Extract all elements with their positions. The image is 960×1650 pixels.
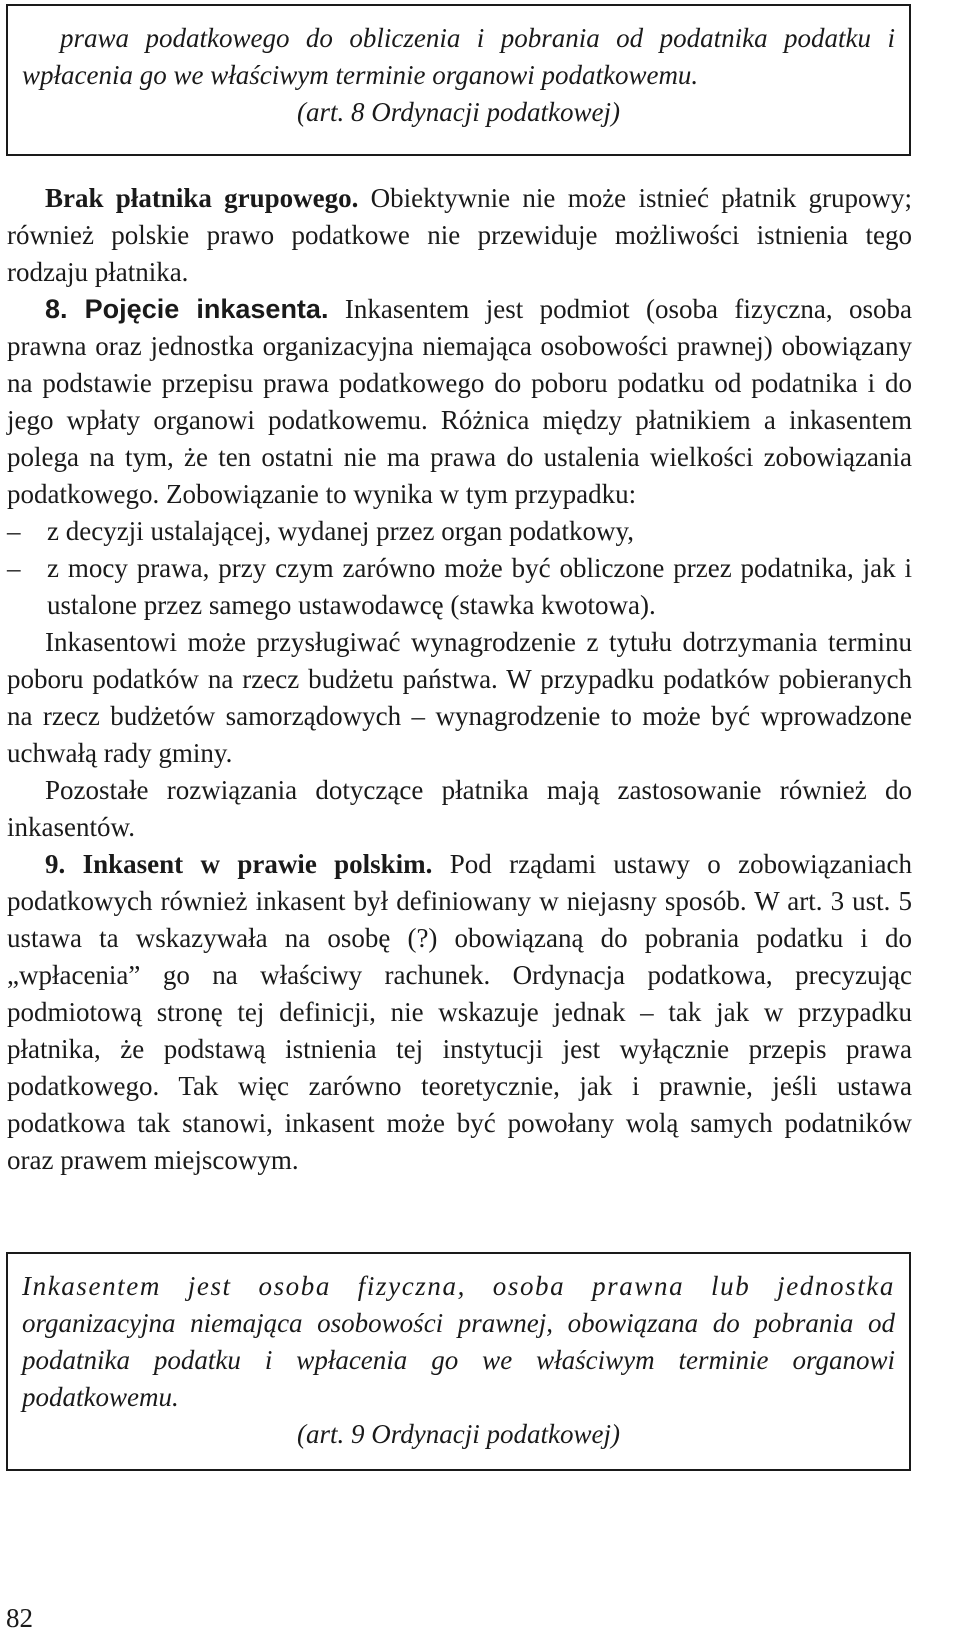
list-item-text: z mocy prawa, przy czym zarówno może być obliczone przez podatnika, jak i ustalone przez samego ustawodawcę (stawka kwotowa).	[47, 553, 912, 620]
paragraph-text: Pod rządami ustawy o zobowiązaniach podatkowych również inkasent był definiowany w niejasny sposób. W art. 3 ust. 5 ustawa ta wskazywała na osobę (?) obowiązaną do pobrania podatku i do „wpłacenia” go na właściwy rachunek. Ordynacja podatkowa, precyzując podmiotową stronę tej definicji, nie wskazuje jednak – tak jak w przypadku płatnika, że podstawą istnienia tej instytucji jest wyłącznie przepis prawa podatkowego. Tak więc zarówno teoretycznie, jak i prawnie, jeśli ustawa podatkowa tak stanowi, inkasent może być powołany wolą samych podatników oraz prawem miejscowym.	[7, 849, 913, 1175]
paragraph-section-9	[7, 846, 912, 1179]
citation: (art. 8 Ordynacji podatkowej)	[297, 97, 620, 127]
section-heading: Brak płatnika grupowego.	[45, 183, 359, 213]
citation: (art. 9 Ordynacji podatkowej)	[297, 1419, 620, 1449]
list-item	[7, 513, 912, 550]
page-number: 82	[6, 1603, 33, 1633]
section-heading: 8. Pojęcie inkasenta.	[45, 294, 329, 324]
list-item-text: z decyzji ustalającej, wydanej przez organ podatkowy,	[47, 516, 634, 546]
dash-bullet: –	[7, 553, 21, 583]
paragraph-text: Obiektywnie nie może istnieć płatnik grupowy; również polskie prawo podatkowe nie przewiduje możliwości istnienia tego rodzaju płatnika.	[7, 183, 912, 287]
paragraph-pozostale: Pozostałe rozwiązania dotyczące płatnika mają zastosowanie również do inkasentów.	[7, 775, 912, 842]
definition-box-bottom	[6, 1252, 911, 1471]
dash-bullet: –	[7, 516, 21, 546]
definition-text	[22, 1268, 895, 1416]
list-item	[7, 550, 912, 624]
section-heading: 9. Inkasent w prawie polskim.	[45, 849, 433, 879]
paragraph-section-8	[7, 291, 912, 513]
definition-box-top	[6, 4, 911, 156]
paragraph-text: Inkasentem jest podmiot (osoba fizyczna, osoba prawna oraz jednostka organizacyjna niemająca osobowości prawnej) obowiązany na podstawie przepisu prawa podatkowego do poboru podatku od podatnika i do jego wpłaty organowi podatkowemu. Różnica między płatnikiem a inkasentem polega na tym, że ten ostatni nie ma prawa do ustalenia wielkości zobowiązania podatkowego. Zobowiązanie to wynika w tym przypadku:	[7, 294, 912, 509]
main-text	[7, 180, 912, 1179]
definition-text-rest: organizacyjna niemająca osobowości prawnej, obowiązana do pobrania od podatnika podatku i wpłacenia go we właściwym terminie organowi podatkowemu.	[22, 1308, 895, 1412]
definition-text-lead: Inkasentem jest osoba fizyczna, osoba prawna lub jednostka	[22, 1271, 895, 1301]
paragraph-wynagrodzenie: Inkasentowi może przysługiwać wynagrodzenie z tytułu dotrzymania terminu poboru podatków na rzecz budżetu państwa. W przypadku podatków pobieranych na rzecz budżetów samorządowych – wynagrodzenie to może być wprowadzone uchwałą rady gminy.	[7, 627, 912, 768]
definition-text: prawa podatkowego do obliczenia i pobrania od podatnika podatku i wpłacenia go we właściwym terminie organowi podatkowemu.	[22, 23, 895, 90]
paragraph-brak-platnika	[7, 180, 912, 291]
